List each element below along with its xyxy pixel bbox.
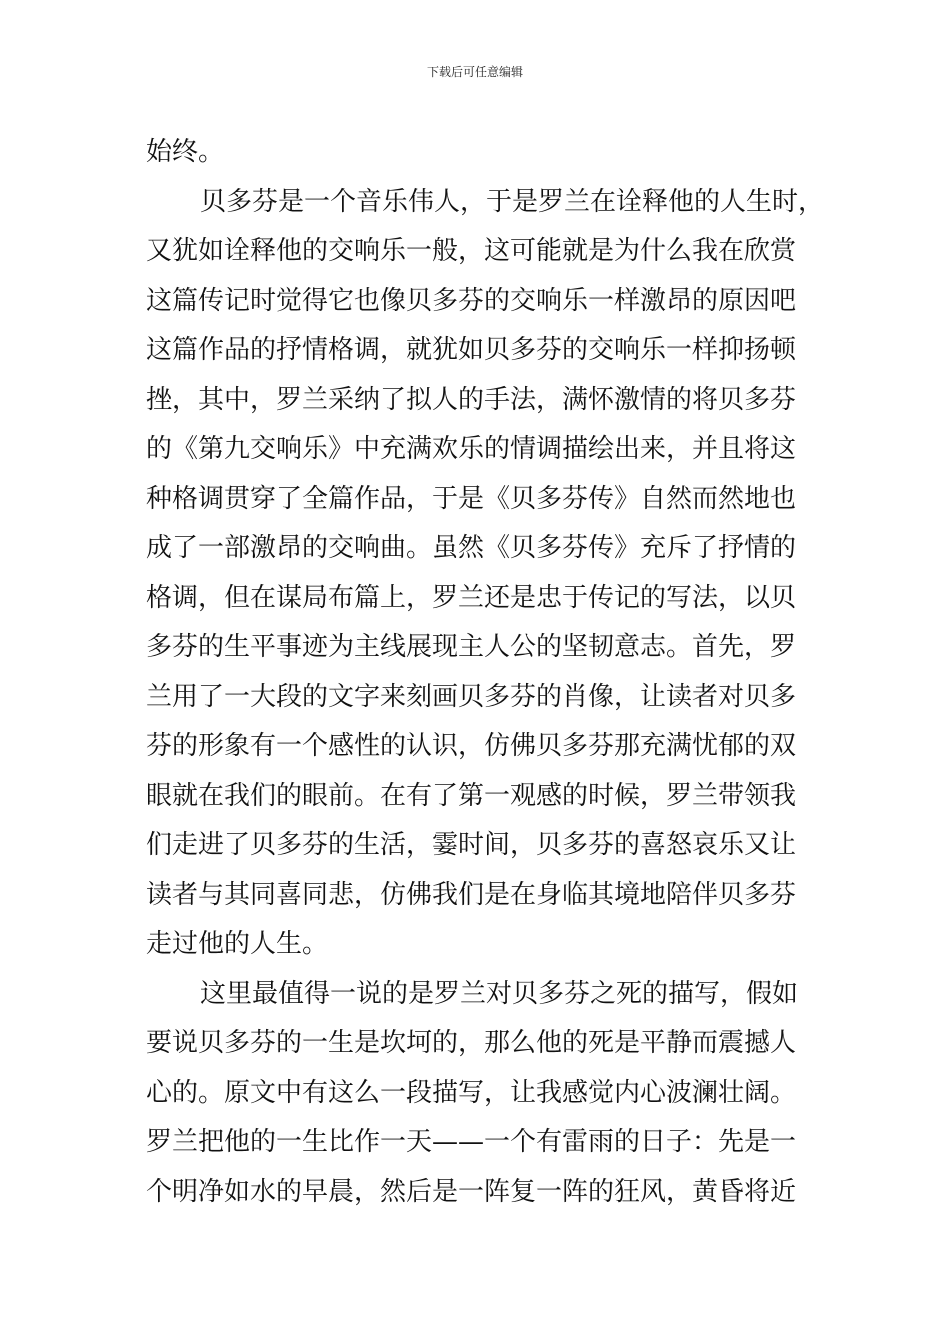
text-line: 这篇作品的抒情格调，就犹如贝多芬的交响乐一样抑扬顿 — [146, 335, 797, 365]
text-line: 读者与其同喜同悲，仿佛我们是在身临其境地陪伴贝多芬 — [146, 879, 797, 910]
text-line: 心的。原文中有这么一段描写，让我感觉内心波澜壮阔。 — [146, 1077, 797, 1108]
text-line: 们走进了贝多芬的生活，霎时间，贝多芬的喜怒哀乐又让 — [146, 830, 797, 860]
text-line: 成了一部激昂的交响曲。虽然《贝多芬传》充斥了抒情的 — [146, 533, 797, 563]
text-line: 贝多芬是一个音乐伟人，于是罗兰在诠释他的人生时， — [200, 186, 825, 217]
text-line: 格调，但在谋局布篇上，罗兰还是忠于传记的写法，以贝 — [146, 582, 797, 613]
text-line: 始终。 — [146, 137, 225, 167]
text-line: 的《第九交响乐》中充满欢乐的情调描绘出来，并且将这 — [146, 434, 797, 464]
page-header: 下载后可任意编辑 — [426, 65, 523, 79]
text-line: 罗兰把他的一生比作一天——一个有雷雨的日子：先是一 — [146, 1127, 797, 1157]
text-line: 多芬的生平事迹为主线展现主人公的坚韧意志。首先，罗 — [146, 632, 797, 662]
text-line: 又犹如诠释他的交响乐一般，这可能就是为什么我在欣赏 — [146, 236, 797, 266]
text-line: 这篇传记时觉得它也像贝多芬的交响乐一样激昂的原因吧 — [146, 285, 797, 316]
text-line: 这里最值得一说的是罗兰对贝多芬之死的描写，假如 — [200, 978, 799, 1009]
document-body — [146, 128, 826, 1217]
text-line: 兰用了一大段的文字来刻画贝多芬的肖像，让读者对贝多 — [146, 681, 797, 712]
text-line: 走过他的人生。 — [146, 929, 329, 959]
text-line: 要说贝多芬的一生是坎坷的，那么他的死是平静而震撼人 — [146, 1028, 797, 1058]
text-line: 眼就在我们的眼前。在有了第一观感的时候，罗兰带领我 — [146, 780, 797, 811]
text-line: 个明净如水的早晨，然后是一阵复一阵的狂风，黄昏将近 — [146, 1176, 797, 1207]
text-line: 种格调贯穿了全篇作品，于是《贝多芬传》自然而然地也 — [146, 483, 797, 514]
text-line: 挫，其中，罗兰采纳了拟人的手法，满怀激情的将贝多芬 — [146, 384, 797, 415]
text-line: 芬的形象有一个感性的认识，仿佛贝多芬那充满忧郁的双 — [146, 731, 797, 761]
